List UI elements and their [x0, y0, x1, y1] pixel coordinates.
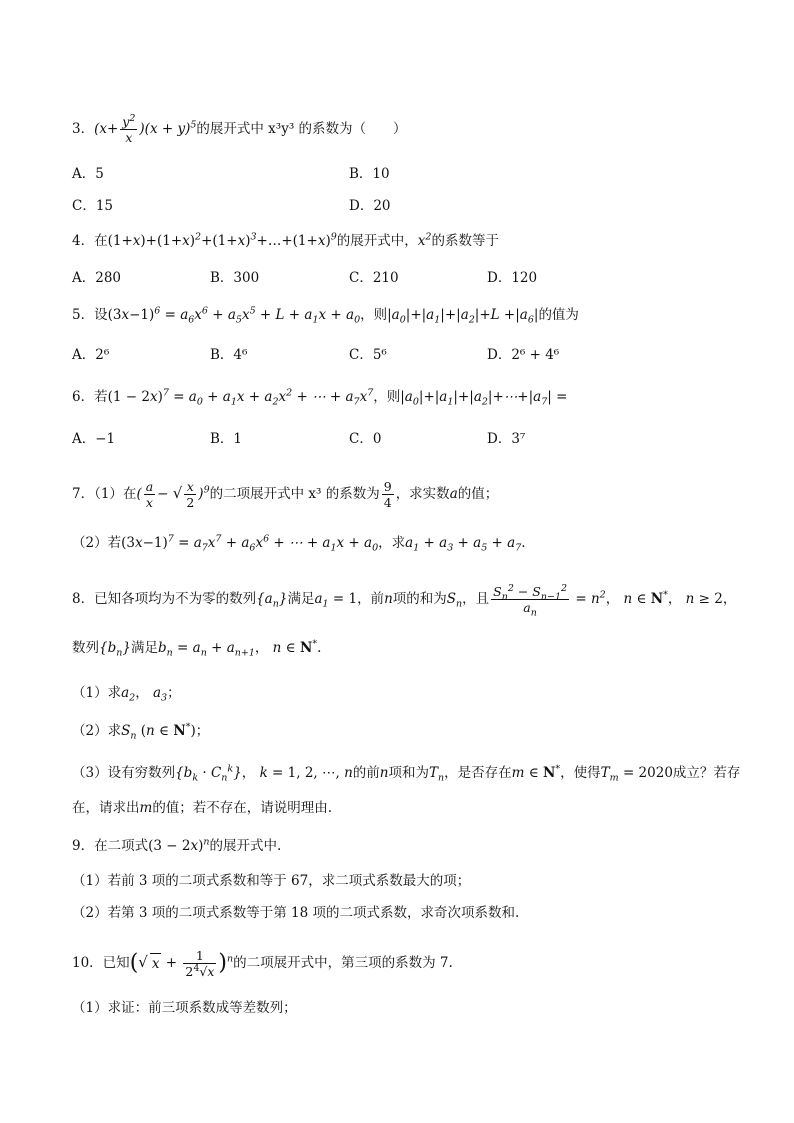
q4-option-a[interactable]: A．280 [72, 270, 122, 286]
q7-expression: ( $\frac{a}{x}$ − √ $\frac{x}{2}$ )$^9$ [136, 479, 210, 510]
question-8-sub-3-cont: 在，请求出m的值；若不存在，请说明理由. [72, 800, 333, 816]
question-7-part-1: 7．（1）在( $\frac{a}{x}$ − √ $\frac{x}{2}$ )$^9$的二项展开式中 x³ 的系数为 $\frac{9}{4}$ ，求实数a的值； [72, 479, 499, 510]
question-10-sub-1: （1）求证：前三项系数成等差数列； [72, 1000, 297, 1016]
q6-expression: $(1 - 2x)^7 = a_0 + a_1x + a_2x^2$ + ⋯ + $a_7x^7$ [107, 387, 374, 408]
question-8-line-2: 数列$\{b_n\}$满足$b_n = a_n + a_{n+1}$， n ∈ N*. [72, 638, 322, 659]
q4-number: 4．在 [72, 233, 108, 249]
q3-option-b[interactable]: B．10 [349, 166, 390, 182]
q3-number: 3． [72, 121, 95, 137]
q5-expression: $(3x-1)^6 = a_6x^6 + a_5x^5 + L + a_1x + a_0$ [107, 305, 361, 326]
question-4: 4．在$(1+x)+(1+x)^2+(1+x)^3+\dots+(1+x)^9$的展开式中，$x^2$的系数等于 [72, 231, 499, 249]
q3-option-c[interactable]: C．15 [72, 198, 114, 214]
q6-option-c[interactable]: C．0 [349, 431, 382, 447]
question-7-part-2: （2）若$(3x-1)^7 = a_7x^7 + a_6x^6$ + ⋯ + $a_1x + a_0$，求$a_1 + a_3 + a_5 + a_7$. [72, 533, 526, 554]
question-9-sub-1: （1）若前 3 项的二项式系数和等于 67，求二项式系数最大的项； [72, 873, 471, 889]
q3-option-a[interactable]: A．5 [72, 166, 104, 182]
question-8-sub-1: （1）求$a_2$， $a_3$； [72, 685, 181, 704]
question-10: 10．已知(√ x + $\frac{1}{2^4√x}$ )$^n$的二项展开式中，第三项的系数为 7. [72, 948, 453, 979]
q4-option-b[interactable]: B．300 [210, 270, 260, 286]
q6-option-d[interactable]: D．3⁷ [487, 431, 526, 447]
question-6: 6．若$(1 - 2x)^7 = a_0 + a_1x + a_2x^2$ + ⋯ + $a_7x^7$，则$|a_0|+|a_1|+|a_2|+\cdots+|a_7|$ = [72, 387, 568, 408]
question-9: 9．在二项式$(3 - 2x)^n$的展开式中. [72, 836, 282, 854]
question-5: 5．设$(3x-1)^6 = a_6x^6 + a_5x^5 + L + a_1x + a_0$，则$|a_0|+|a_1|+|a_2|+L +|a_6|$的值为 [72, 305, 579, 326]
q6-option-b[interactable]: B．1 [210, 431, 243, 447]
q4-option-c[interactable]: C．210 [349, 270, 399, 286]
question-8: 8．已知各项均为不为零的数列$\{a_n\}$满足$a_1 = 1$，前n项的和为$S_n$，且 $\frac{S_n^2 - S_{n-1}^2}{a_n}$ = $n^2$， n ∈ N*， n ≥ 2， [72, 582, 737, 619]
q5-option-b[interactable]: B．4⁶ [210, 347, 248, 363]
q4-expression: $(1+x)+(1+x)^2+(1+x)^3+\dots+(1+x)^9$ [107, 231, 337, 249]
question-8-sub-2: （2）求$S_n$ (n ∈ N*)； [72, 721, 210, 742]
q3-text: 的展开式中 x³y³ 的系数为（ ） [196, 121, 407, 137]
question-8-sub-3: （3）设有穷数列$\{b_k \cdot C_n^k\}$， k = 1, 2, ⋯, n的前n项和为$T_n$，是否存在m ∈ N*，使得$T_m = 2020$成立？若存 [72, 763, 741, 784]
q6-option-a[interactable]: A．−1 [72, 431, 116, 447]
q4-option-d[interactable]: D．120 [487, 270, 538, 286]
q3-option-d[interactable]: D．20 [349, 198, 391, 214]
q5-option-c[interactable]: C．5⁶ [349, 347, 387, 363]
q5-option-d[interactable]: D．2⁶ + 4⁶ [487, 347, 560, 363]
q5-option-a[interactable]: A．2⁶ [72, 347, 110, 363]
question-9-sub-2: （2）若第 3 项的二项式系数等于第 18 项的二项式系数，求奇次项系数和. [72, 905, 520, 921]
q3-expression: (x+ $\frac{y^2}{x}$ )$(x + y)^5$ [94, 112, 197, 145]
question-3 [72, 114, 407, 145]
